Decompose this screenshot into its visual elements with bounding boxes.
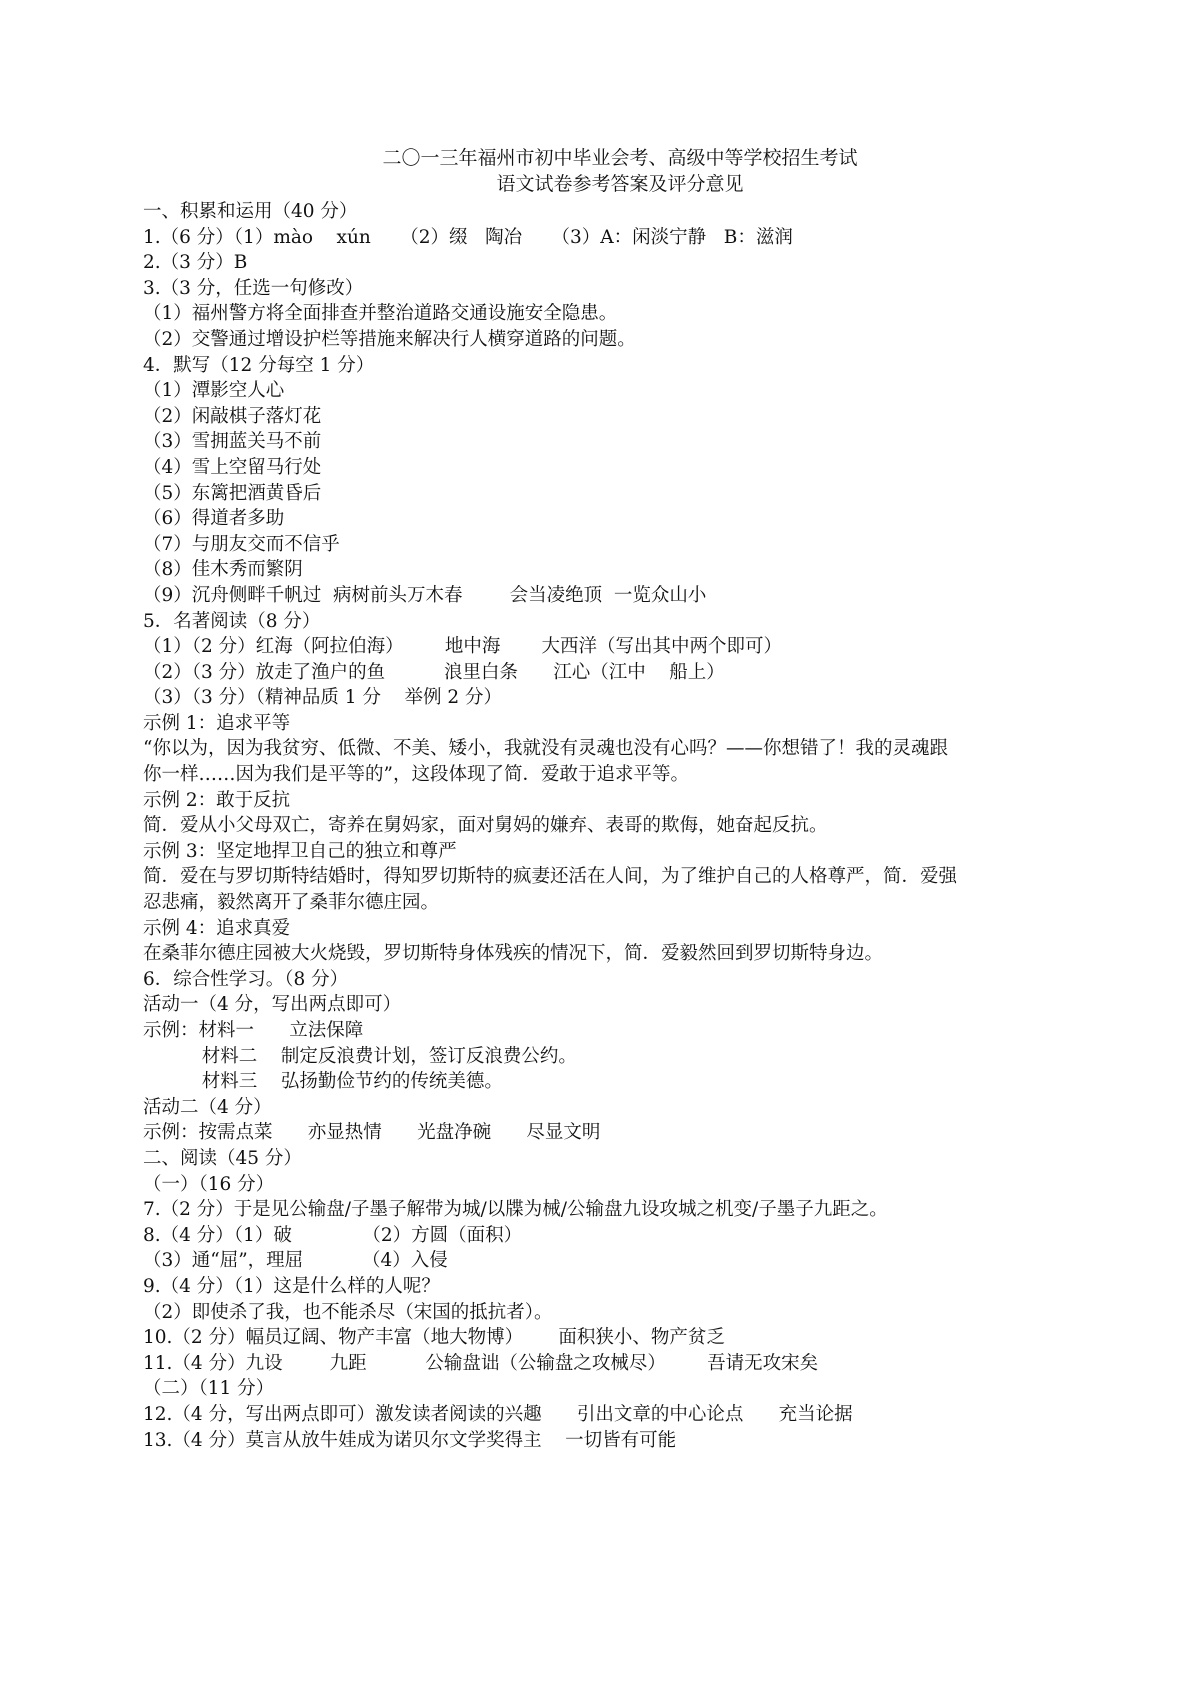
answer-line: 材料二 制定反浪费计划，签订反浪费公约。 <box>143 1045 577 1067</box>
answer-content <box>143 199 1103 1453</box>
answer-line: 忍悲痛，毅然离开了桑菲尔德庄园。 <box>143 892 440 914</box>
answer-line: （1）潭影空人心 <box>143 380 285 402</box>
answer-line: 7.（2 分）于是见公输盘/子墨子解带为城/以牒为械/公输盘九设攻城之机变/子墨子九距之。 <box>143 1199 888 1221</box>
answer-line: （3）通“屈”，理屈 （4）入侵 <box>143 1250 448 1272</box>
answer-line: （1）福州警方将全面排查并整治道路交通设施安全隐患。 <box>143 303 618 325</box>
answer-line: 11.（4 分）九设 九距 公输盘诎（公输盘之攻械尽） 吾请无攻宋矣 <box>143 1352 819 1374</box>
answer-line: （5）东篱把酒黄昏后 <box>143 482 322 504</box>
answer-line: （3）雪拥蓝关马不前 <box>143 431 322 453</box>
answer-line: 13.（4 分）莫言从放牛娃成为诺贝尔文学奖得主 一切皆有可能 <box>143 1429 677 1451</box>
answer-line: 9.（4 分）（1）这是什么样的人呢？ <box>143 1275 440 1297</box>
answer-line: （2）交警通过增设护栏等措施来解决行人横穿道路的问题。 <box>143 328 636 350</box>
answer-line: 示例：材料一 立法保障 <box>143 1020 364 1041</box>
answer-line: （二）（11 分） <box>143 1378 275 1400</box>
section-heading: 二、阅读（45 分） <box>143 1147 302 1169</box>
answer-line: 6．综合性学习。（8 分） <box>143 968 349 990</box>
answer-line: 示例 1：追求平等 <box>143 712 291 734</box>
answer-line: （2）闲敲棋子落灯花 <box>143 405 322 427</box>
answer-line: 在桑菲尔德庄园被大火烧毁，罗切斯特身体残疾的情况下，简．爱毅然回到罗切斯特身边。 <box>143 943 884 965</box>
answer-line: （1）（2 分）红海（阿拉伯海） 地中海 大西洋（写出其中两个即可） <box>143 636 783 658</box>
answer-line: 简．爱从小父母双亡，寄养在舅妈家，面对舅妈的嫌弃、表哥的欺侮，她奋起反抗。 <box>143 815 828 837</box>
answer-line: 示例 3：坚定地捍卫自己的独立和尊严 <box>143 840 457 862</box>
answer-line: 你一样……因为我们是平等的”，这段体现了简．爱敢于追求平等。 <box>143 764 689 786</box>
answer-line: （7）与朋友交而不信乎 <box>143 533 340 555</box>
section-heading: 一、积累和运用（40 分） <box>143 201 358 222</box>
answer-line: “你以为，因为我贫穷、低微、不美、矮小，我就没有灵魂也没有心吗？——你想错了！我的灵魂跟 <box>143 738 948 760</box>
answer-line: 3.（3 分，任选一句修改） <box>143 277 364 299</box>
answer-line: （4）雪上空留马行处 <box>143 456 322 478</box>
answer-line: 材料三 弘扬勤俭节约的传统美德。 <box>143 1071 503 1093</box>
document-title-line-2: 语文试卷参考答案及评分意见 <box>496 173 744 195</box>
answer-line: 12.（4 分，写出两点即可）激发读者阅读的兴趣 引出文章的中心论点 充当论据 <box>143 1403 853 1425</box>
answer-line: （2）即使杀了我，也不能杀尽（宋国的抵抗者）。 <box>143 1301 553 1323</box>
answer-line: （6）得道者多助 <box>143 508 285 530</box>
answer-line: （一）（16 分） <box>143 1173 275 1195</box>
answer-line: （9）沉舟侧畔千帆过 病树前头万木春 会当凌绝顶 一览众山小 <box>143 584 707 606</box>
answer-line: 4．默写（12 分每空 1 分） <box>143 354 375 376</box>
answer-line: 简．爱在与罗切斯特结婚时，得知罗切斯特的疯妻还活在人间，为了维护自己的人格尊严，简．爱强 <box>143 866 958 888</box>
answer-line: 示例 2：敢于反抗 <box>143 789 291 811</box>
answer-line: 活动二（4 分） <box>143 1096 272 1118</box>
answer-line: 5．名著阅读（8 分） <box>143 610 321 632</box>
answer-line: 2.（3 分）B <box>143 252 248 274</box>
answer-line: 活动一（4 分，写出两点即可） <box>143 994 402 1016</box>
answer-line: 10.（2 分）幅员辽阔、物产丰富（地大物博） 面积狭小、物产贫乏 <box>143 1327 725 1349</box>
document-title-line-1: 二〇一三年福州市初中毕业会考、高级中等学校招生考试 <box>382 147 858 169</box>
answer-line: 示例 4：追求真爱 <box>143 917 291 939</box>
answer-line: （2）（3 分）放走了渔户的鱼 浪里白条 江心（江中 船上） <box>143 661 725 683</box>
answer-line: （8）佳木秀而繁阴 <box>143 559 303 581</box>
answer-line: 8.（4 分）（1）破 （2）方圆（面积） <box>143 1224 523 1246</box>
answer-line: 1.（6 分）（1）mào xún （2）缀 陶冶 （3）A：闲淡宁静 B：滋润 <box>143 226 793 248</box>
answer-line: 示例：按需点菜 亦显热情 光盘净碗 尽显文明 <box>143 1122 601 1144</box>
answer-line: （3）（3 分）（精神品质 1 分 举例 2 分） <box>143 687 503 709</box>
